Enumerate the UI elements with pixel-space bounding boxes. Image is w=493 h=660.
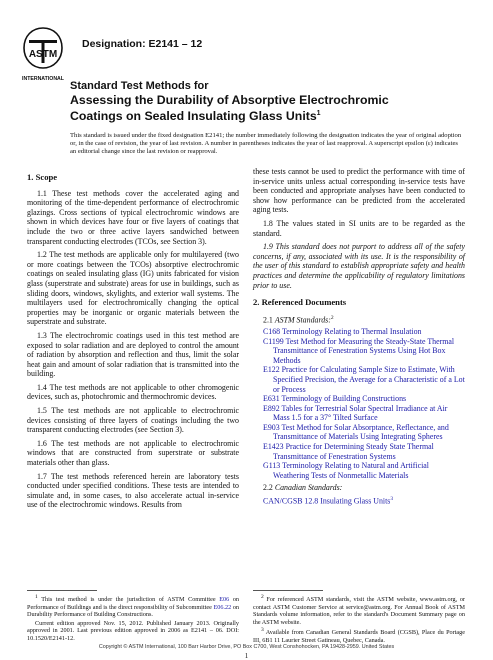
- footnote-divider-right: [253, 590, 323, 591]
- footnote-3: $^3$ Available from Canadian General Standards Board (CGSB), Place du Portage III, 6B1 11 Laurier Street Gatineau, Quebec, Canada.: [253, 627, 465, 645]
- reference-e903[interactable]: E903 Test Method for Solar Absorptance, Reflectance, and Transmittance of Materials Using Integrating Spheres: [263, 422, 449, 442]
- paragraph-1-8: 1.8 The values stated in SI units are to be regarded as the standard.: [253, 218, 465, 238]
- paragraph-1-9: 1.9 This standard does not purport to address all of the safety concerns, if any, associated with its use. It is the responsibility of the user of this standard to establish appropriate safety and health practices and determine the applicability of regulatory limitations prior to use.: [253, 242, 465, 290]
- footnote-divider-left: [27, 590, 97, 591]
- astm-standards-label: 2.1 ASTM Standards:$^2$: [263, 314, 334, 325]
- subcommittee-e06-22-link[interactable]: E06.22: [213, 603, 232, 611]
- paragraph-1-7: 1.7 The test methods referenced herein are laboratory tests conducted under specified conditions. These tests are intended to simulate and, in some cases, to also accelerate actual in-service use of the electrochromic windows. Results from: [27, 471, 239, 510]
- copyright-notice: Copyright © ASTM International, 100 Barr Harbor Drive, PO Box C700, West Conshohocken, PA 19428-2959. United States: [98, 644, 395, 650]
- document-title: [70, 80, 470, 123]
- canadian-standards-label: 2.2 Canadian Standards:: [263, 483, 343, 493]
- paragraph-1-2: 1.2 The test methods are applicable only for multilayered (two or more coatings between the TCOs) absorptive electrochromic coatings on sealed insulating glass (IG) units fabricated for vision glass (superstrate and substrate) areas for use in buildings, such as sliding doors, windows, skylights, and exterior wall systems. The multilayers used for electrochromically changing the optical properties may be inorganic or organic materials between the superstrate and substrate.: [27, 250, 239, 327]
- reference-g113[interactable]: G113 Terminology Relating to Natural and Artificial Weathering Tests of Nonmetallic Materials: [263, 461, 429, 480]
- paragraph-1-6: 1.6 The test methods are not applicable to electrochromic windows that are constructed from superstrate or substrate materials other than glass.: [27, 438, 239, 468]
- title-line-3: Coatings on Sealed Insulating Glass Units$^1$: [70, 109, 321, 124]
- astm-reference-list: [253, 327, 465, 481]
- designation: Designation: E2141 – 12: [82, 38, 203, 50]
- right-column: [253, 167, 465, 506]
- footnote-2: $^2$ For referenced ASTM standards, visit the ASTM website, www.astm.org, or contact ASTM Customer Service at service@astm.org. For Annual Book of ASTM Standards volume information, refer to the standard's Document Summary page on the ASTM website.: [253, 594, 465, 626]
- section-heading-scope: 1. Scope: [27, 172, 58, 182]
- page-number: 1: [244, 652, 249, 660]
- paragraph-1-5: 1.5 The test methods are not applicable to electrochromic devices consisting of three layers of coatings including the two transparent conducting electrodes (see Section 3).: [27, 406, 239, 435]
- paragraph-1-1: 1.1 These test methods cover the accelerated aging and monitoring of the time-dependent performance of electrochromic glazings. Cross sections of typical electrochromic windows are shown in which devices have four or five layers of coatings that include the two or three active layers sandwiched between transparent conducting electrodes (TCOs, see Section 3).: [27, 188, 239, 246]
- section-heading-referenced-documents: 2. Referenced Documents: [253, 297, 347, 308]
- issuance-notice: This standard is issued under the fixed designation E2141; the number immediately following the designation indicates the year of original adoption or, in the case of revision, the year of last revision. A number in parentheses indicates the year of last reapproval. A superscript epsilon (ε) indicates an editorial change since the last revision or reapproval.: [70, 132, 462, 156]
- title-line-2: Assessing the Durability of Absorptive Electrochromic: [70, 93, 389, 107]
- paragraph-1-7-continued: these tests cannot be used to predict the performance with time of in-service units unless actual corresponding in-service tests have been conducted and appropriate analyses have been conducted to show how performance can be predicted from the accelerated aging tests.: [253, 167, 465, 215]
- reference-e122[interactable]: E122 Practice for Calculating Sample Size to Estimate, With Specified Precision, the Average for a Characteristic of a Lot or Process: [263, 365, 465, 394]
- svg-text:INTERNATIONAL: INTERNATIONAL: [22, 76, 64, 82]
- reference-e892[interactable]: E892 Tables for Terrestrial Solar Spectral Irradiance at Air Mass 1.5 for a 37° Tilted Surface: [263, 403, 448, 423]
- paragraph-1-3: 1.3 The electrochromic coatings used in this test method are exposed to solar radiation and are deployed to control the amount of radiation by absorption and reflection and thus, limit the solar heat gain and amount of solar radiation that is transmitted into the building.: [27, 330, 239, 379]
- reference-c168[interactable]: C168 Terminology Relating to Thermal Insulation: [263, 326, 422, 336]
- svg-text:ASTM: ASTM: [28, 49, 58, 60]
- left-column: [27, 167, 239, 514]
- reference-e631[interactable]: E631 Terminology of Building Constructions: [263, 394, 407, 404]
- title-line-1: Standard Test Methods for: [70, 80, 209, 92]
- astm-logo: [20, 26, 66, 86]
- reference-can-cgsb-12-8[interactable]: CAN/CGSB 12.8 Insulating Glass Units$^3$: [263, 496, 394, 506]
- paragraph-1-4: 1.4 The test methods are not applicable to other chromogenic devices, such as, photochromic and thermochromic devices.: [27, 382, 239, 402]
- committee-e06-link[interactable]: E06: [219, 596, 230, 604]
- footnotes-right: [253, 594, 465, 646]
- reference-e1423[interactable]: E1423 Practice for Determining Steady State Thermal Transmittance of Fenestration Systems: [263, 442, 434, 461]
- footnote-1: $^1$ This test method is under the jurisdiction of ASTM Committee E06 on Performance of Buildings and is the direct responsibility of Subcommittee E06.22 on Durability Performance of Building Constructions. Current edition approved Nov. 15, 2012. Published January 2013. Originally approved in 2001. Last previous edition approved in 2006 as E2141 – 06. DOI: 10.1520/E2141-12.: [27, 594, 240, 643]
- reference-c1199[interactable]: C1199 Test Method for Measuring the Steady-State Thermal Transmittance of Fenestration Systems Using Hot Box Methods: [263, 336, 455, 365]
